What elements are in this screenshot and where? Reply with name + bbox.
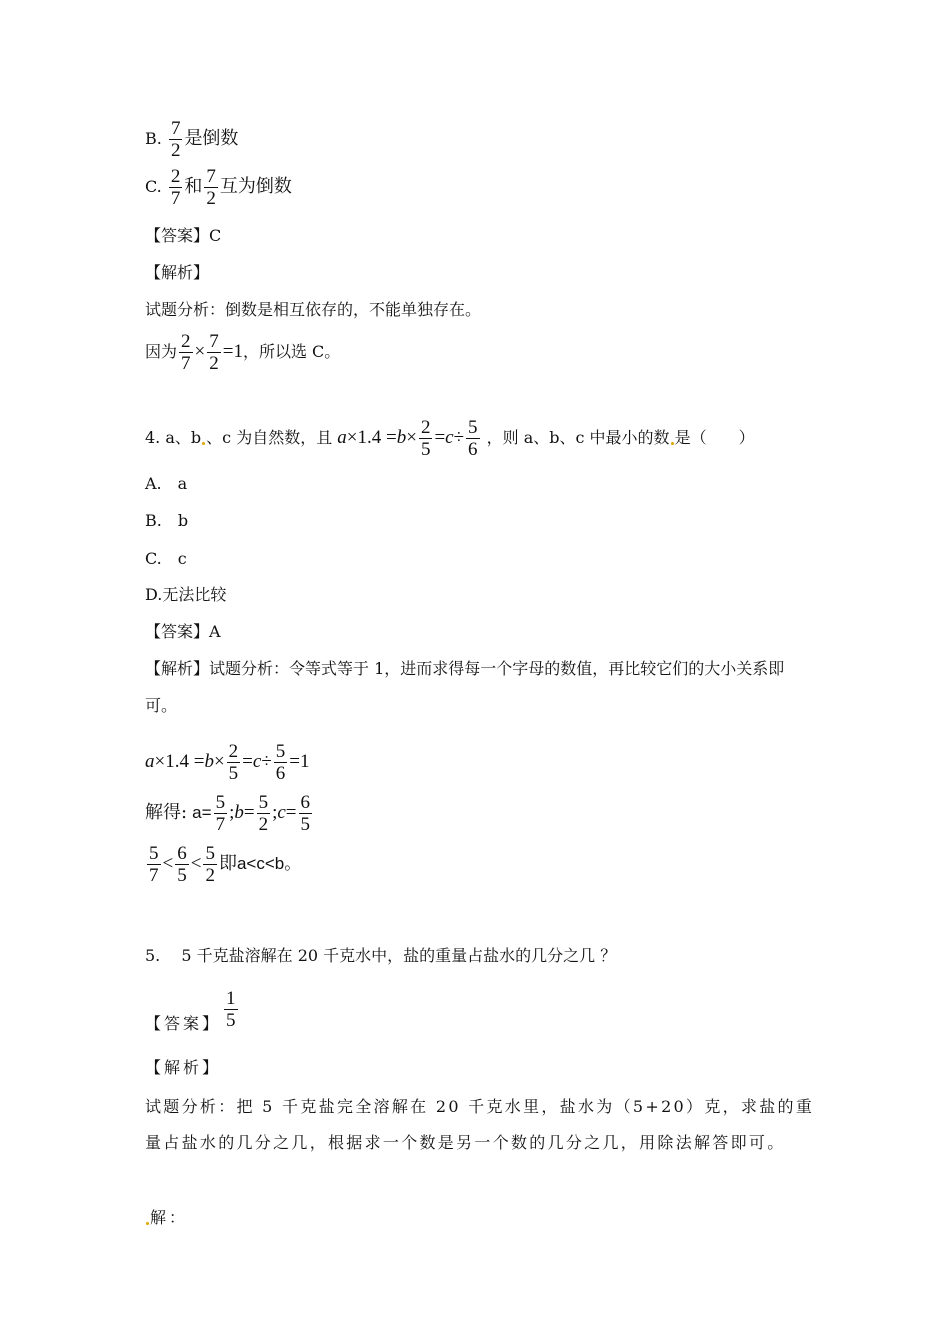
option-b-text: 是倒数 [184, 128, 239, 149]
fraction [147, 843, 161, 886]
denominator: 5 [300, 814, 310, 835]
numerator: 1 [226, 988, 236, 1009]
q4-analysis-line-1 [145, 659, 784, 679]
solution-label: 解： [150, 1208, 189, 1227]
denominator: 7 [149, 865, 159, 886]
fraction [257, 792, 271, 835]
separator: ; [229, 802, 235, 823]
less-than: < [162, 853, 174, 874]
answer-value: A [209, 622, 221, 641]
q4-solve-line [145, 792, 314, 835]
q5-answer [145, 1014, 221, 1034]
q4-answer [145, 622, 221, 642]
q5-answer-fraction [222, 988, 240, 1031]
q4-stem-suffix: ，则 a、b、c 中最小的数 [486, 427, 670, 447]
numerator: 5 [205, 843, 215, 864]
var-b: b [234, 802, 244, 823]
q3-analysis-text: 试题分析：倒数是相互依存的，不能单独存在。 [145, 300, 482, 319]
fraction [214, 792, 228, 835]
q4-stem-mid: 、c 为自然数，且 [206, 427, 333, 447]
numerator: 2 [181, 331, 191, 352]
denominator: 2 [170, 140, 181, 161]
fraction [274, 741, 288, 784]
fraction [419, 417, 433, 460]
denominator: 5 [177, 865, 187, 886]
q4-analysis-line-2: 可。 [145, 696, 178, 715]
fraction [169, 118, 183, 161]
var-c: c [445, 426, 454, 448]
q3-because-line [145, 331, 340, 374]
fraction [224, 988, 238, 1031]
option-c-prefix: C. [145, 177, 162, 196]
fraction [175, 843, 189, 886]
because-suffix: ，所以选 C。 [242, 342, 341, 361]
var-a: a [337, 426, 347, 448]
answer-label: 【答案】 [145, 622, 210, 641]
q4-stem-prefix: 4. a、b [145, 427, 202, 447]
eq-term: = [242, 750, 253, 772]
fraction [466, 417, 480, 460]
fraction [203, 843, 217, 886]
numerator: 7 [206, 166, 216, 187]
q4-option-b: B. b [145, 511, 189, 530]
numerator: 5 [215, 792, 226, 813]
eq-term: × [213, 750, 225, 772]
q5-analysis-label: 【解析】 [145, 1058, 222, 1077]
denominator: 5 [228, 763, 239, 784]
denominator: 5 [420, 439, 431, 460]
var-b: b [396, 426, 407, 448]
q4-option-d: D.无法比较 [145, 585, 227, 604]
numerator: 5 [275, 741, 286, 762]
option-b-prefix: B. [145, 129, 162, 148]
fraction [179, 331, 193, 374]
eq-term: = [285, 802, 297, 823]
highlight-dot [202, 442, 205, 445]
eq-term: = [434, 426, 446, 448]
denominator: 6 [275, 763, 286, 784]
var-a: a [145, 750, 155, 772]
q5-analysis-line-1: 试题分析：把 5 千克盐完全溶解在 20 千克水里，盐水为（5+20）克，求盐的重 [145, 1097, 815, 1116]
numerator: 5 [468, 417, 478, 438]
q5-solution-label [145, 1208, 188, 1228]
q4-compare-line [145, 843, 301, 886]
q4-equation-2 [145, 741, 309, 784]
q4-option-a: A. a [145, 474, 188, 493]
highlight-dot [146, 1222, 149, 1225]
eq-term: =1 [289, 750, 310, 772]
q4-stem-suffix-b: 是（ ） [674, 427, 755, 447]
q4-equation [337, 417, 481, 460]
q4-stem [145, 417, 755, 460]
compare-text: 即 [218, 853, 237, 874]
q4-option-c: C. c [145, 549, 187, 568]
denominator: 6 [468, 439, 478, 460]
numerator: 2 [170, 166, 181, 187]
denominator: 7 [215, 814, 226, 835]
a-equals: a= [192, 803, 212, 822]
denominator: 2 [206, 188, 216, 209]
eq-term: ÷ [261, 750, 272, 772]
fraction [299, 792, 313, 835]
numerator: 6 [300, 792, 310, 813]
denominator: 5 [226, 1010, 236, 1031]
numerator: 2 [228, 741, 239, 762]
separator: ; [272, 802, 278, 823]
answer-label: 【答案】 [145, 1014, 222, 1033]
less-than: < [190, 853, 202, 874]
var-c: c [252, 750, 262, 772]
q3-answer [145, 226, 221, 246]
var-b: b [204, 750, 214, 772]
numerator: 5 [258, 792, 269, 813]
var-c: c [277, 802, 286, 823]
denominator: 7 [181, 353, 191, 374]
fraction [207, 331, 221, 374]
q3-analysis-label: 【解析】 [145, 263, 210, 282]
compare-result: a<c<b。 [236, 854, 302, 873]
option-c-text: 互为倒数 [219, 176, 292, 197]
q5-stem: 5. 5 千克盐溶解在 20 千克水中，盐的重量占盐水的几分之几 ？ [145, 946, 617, 965]
times-sign: × [194, 341, 206, 362]
fraction [204, 166, 218, 209]
numerator: 5 [149, 843, 159, 864]
because-prefix: 因为 [145, 342, 178, 361]
equation [145, 741, 310, 784]
answer-label: 【答案】 [145, 226, 210, 245]
eq-term: ×1.4 = [154, 750, 205, 772]
denominator: 2 [209, 353, 219, 374]
denominator: 2 [258, 814, 269, 835]
highlight-dot [671, 442, 674, 445]
eq-term: × [406, 426, 417, 448]
eq-term: ÷ [453, 426, 465, 448]
eq-term: = [243, 802, 255, 823]
numerator: 7 [170, 118, 181, 139]
q3-option-c [145, 166, 292, 209]
analysis-text: 试题分析：令等式等于 1，进而求得每一个字母的数值，再比较它们的大小关系即 [209, 659, 785, 678]
numerator: 7 [209, 331, 219, 352]
denominator: 7 [170, 188, 181, 209]
q3-option-b [145, 118, 238, 161]
fraction [169, 166, 183, 209]
denominator: 2 [205, 865, 215, 886]
answer-value: C [209, 226, 222, 245]
option-c-mid: 和 [184, 176, 203, 197]
numerator: 2 [420, 417, 431, 438]
analysis-label: 【解析】 [145, 659, 210, 678]
fraction [227, 741, 241, 784]
solve-label: 解得: [145, 802, 188, 823]
numerator: 6 [177, 843, 187, 864]
q5-analysis-line-2: 量占盐水的几分之几，根据求一个数是另一个数的几分之几，用除法解答即可。 [145, 1133, 786, 1152]
equation-result: =1 [222, 341, 243, 362]
eq-term: ×1.4 = [346, 426, 397, 448]
